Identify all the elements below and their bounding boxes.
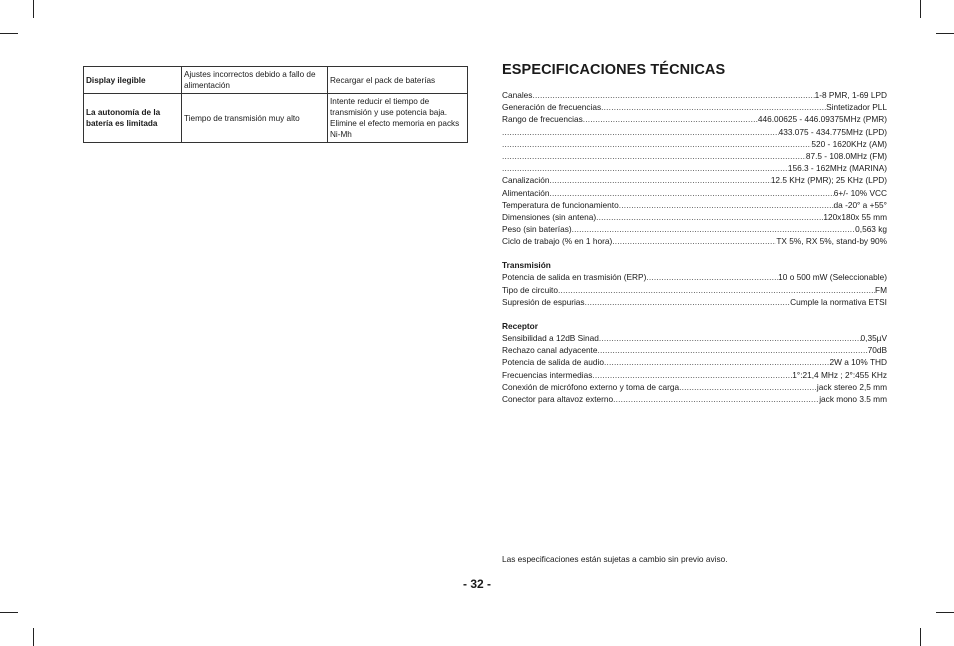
spec-row bbox=[502, 162, 887, 174]
spec-value: 2W a 10% THD bbox=[829, 357, 887, 368]
spec-value: 87.5 - 108.0MHz (FM) bbox=[805, 150, 887, 161]
crop-mark bbox=[936, 33, 954, 34]
spec-value: 120x180x 55 mm bbox=[823, 211, 887, 222]
disclaimer-note: Las especificaciones están sujetas a cambio sin previo aviso. bbox=[502, 554, 728, 564]
specifications-section bbox=[502, 62, 887, 405]
leader-dots bbox=[502, 162, 788, 174]
spec-label: Tipo de circuito bbox=[502, 284, 558, 295]
troubleshooting-table bbox=[83, 66, 468, 143]
spec-row bbox=[502, 89, 887, 101]
spec-value: Sintetizador PLL bbox=[826, 102, 887, 113]
receptor-heading: Receptor bbox=[502, 321, 538, 331]
leader-dots bbox=[502, 138, 811, 150]
spec-value: da -20° a +55° bbox=[833, 199, 887, 210]
crop-mark bbox=[33, 628, 34, 646]
general-spec-list bbox=[502, 89, 887, 247]
spec-row bbox=[502, 113, 887, 125]
spec-row bbox=[502, 271, 887, 283]
spec-row bbox=[502, 393, 887, 405]
spec-label: Ciclo de trabajo (% en 1 hora) bbox=[502, 236, 613, 247]
leader-dots bbox=[679, 381, 817, 393]
page-number: - 32 - bbox=[462, 577, 491, 591]
spec-value: jack stereo 2,5 mm bbox=[816, 381, 887, 392]
cause-cell: Tiempo de transmisión muy alto bbox=[182, 94, 328, 143]
spec-row bbox=[502, 284, 887, 296]
leader-dots bbox=[502, 150, 806, 162]
spec-label: Generación de frecuencias bbox=[502, 102, 602, 113]
spec-label: Canalización bbox=[502, 175, 550, 186]
leader-dots bbox=[619, 199, 834, 211]
cause-cell: Ajustes incorrectos debido a fallo de alimentación bbox=[182, 67, 328, 94]
spec-label: Potencia de salida en trasmisión (ERP) bbox=[502, 272, 647, 283]
spec-row bbox=[502, 235, 887, 247]
crop-mark bbox=[0, 33, 18, 34]
spec-row bbox=[502, 174, 887, 186]
spec-value: jack mono 3.5 mm bbox=[819, 393, 887, 404]
spec-row bbox=[502, 211, 887, 223]
spec-row bbox=[502, 199, 887, 211]
spec-label: Conector para altavoz externo bbox=[502, 393, 614, 404]
spec-label: Rechazo canal adyacente bbox=[502, 345, 598, 356]
spec-value: FM bbox=[875, 284, 887, 295]
spec-label: Frecuencias intermedias bbox=[502, 369, 593, 380]
crop-mark bbox=[920, 0, 921, 18]
crop-mark bbox=[936, 612, 954, 613]
leader-dots bbox=[601, 101, 826, 113]
spec-label: Alimentación bbox=[502, 187, 550, 198]
spec-label: Temperatura de funcionamiento bbox=[502, 199, 619, 210]
leader-dots bbox=[596, 211, 823, 223]
spec-value: 1-8 PMR, 1-69 LPD bbox=[814, 90, 887, 100]
receptor-spec-list bbox=[502, 332, 887, 405]
spec-label: Peso (sin baterías) bbox=[502, 224, 572, 235]
spec-label: Conexión de micrófono externo y toma de carga bbox=[502, 381, 680, 392]
leader-dots bbox=[613, 393, 819, 405]
leader-dots bbox=[558, 284, 875, 296]
leader-dots bbox=[604, 356, 830, 368]
spec-value: 520 - 1620KHz (AM) bbox=[811, 138, 887, 149]
spec-value: 0,35µV bbox=[860, 333, 887, 343]
spec-value: 1°:21,4 MHz ; 2°:455 KHz bbox=[792, 369, 887, 380]
leader-dots bbox=[585, 296, 791, 308]
spec-value: 6+/- 10% VCC bbox=[833, 187, 887, 198]
spec-value: 12.5 KHz (PMR); 25 KHz (LPD) bbox=[770, 175, 887, 186]
spec-row bbox=[502, 187, 887, 199]
spec-value: TX 5%, RX 5%, stand-by 90% bbox=[776, 236, 887, 247]
page-title: ESPECIFICACIONES TÉCNICAS bbox=[502, 62, 726, 78]
leader-dots bbox=[583, 113, 758, 125]
spec-label: Supresión de espurias bbox=[502, 296, 585, 307]
transmision-spec-list bbox=[502, 271, 887, 308]
spec-row bbox=[502, 344, 887, 356]
table-row bbox=[84, 94, 468, 143]
spec-value: 0,563 kg bbox=[855, 224, 887, 235]
spec-row bbox=[502, 150, 887, 162]
spec-label: Dimensiones (sin antena) bbox=[502, 211, 597, 222]
spec-row bbox=[502, 369, 887, 381]
solution-cell: Recargar el pack de baterías bbox=[328, 67, 468, 94]
leader-dots bbox=[646, 271, 778, 283]
leader-dots bbox=[532, 89, 814, 101]
leader-dots bbox=[597, 344, 867, 356]
spec-value: 156.3 - 162MHz (MARINA) bbox=[787, 163, 887, 174]
leader-dots bbox=[550, 187, 834, 199]
spec-value: 10 o 500 mW (Seleccionable) bbox=[778, 272, 887, 283]
spec-value: Cumple la normativa ETSI bbox=[790, 296, 887, 307]
spec-label: Rango de frecuencias bbox=[502, 114, 583, 125]
leader-dots bbox=[592, 369, 792, 381]
spec-row bbox=[502, 296, 887, 308]
spec-label: Sensibilidad a 12dB Sinad bbox=[502, 333, 599, 343]
spec-row bbox=[502, 381, 887, 393]
leader-dots bbox=[599, 332, 861, 344]
spec-value: 446.00625 - 446.09375MHz (PMR) bbox=[757, 114, 887, 125]
spec-row bbox=[502, 356, 887, 368]
spec-label: Canales bbox=[502, 90, 533, 100]
problem-cell: La autonomía de la batería es limitada bbox=[84, 94, 182, 143]
spec-row bbox=[502, 126, 887, 138]
spec-value: 433.075 - 434.775MHz (LPD) bbox=[778, 126, 887, 137]
spec-row bbox=[502, 332, 887, 344]
table-row bbox=[84, 67, 468, 94]
spec-row bbox=[502, 223, 887, 235]
crop-mark bbox=[920, 628, 921, 646]
spec-value: 70dB bbox=[867, 345, 887, 356]
leader-dots bbox=[502, 126, 779, 138]
problem-cell: Display ilegible bbox=[84, 67, 182, 94]
crop-mark bbox=[0, 612, 18, 613]
crop-mark bbox=[33, 0, 34, 18]
leader-dots bbox=[612, 235, 776, 247]
spec-row bbox=[502, 138, 887, 150]
spec-label: Potencia de salida de audio bbox=[502, 357, 604, 368]
leader-dots bbox=[550, 174, 771, 186]
leader-dots bbox=[572, 223, 856, 235]
spec-row bbox=[502, 101, 887, 113]
solution-cell: Intente reducir el tiempo de transmisión y use potencia baja. Elimine el efecto memoria en packs Ni-Mh bbox=[328, 94, 468, 143]
transmision-heading: Transmisión bbox=[502, 260, 551, 271]
